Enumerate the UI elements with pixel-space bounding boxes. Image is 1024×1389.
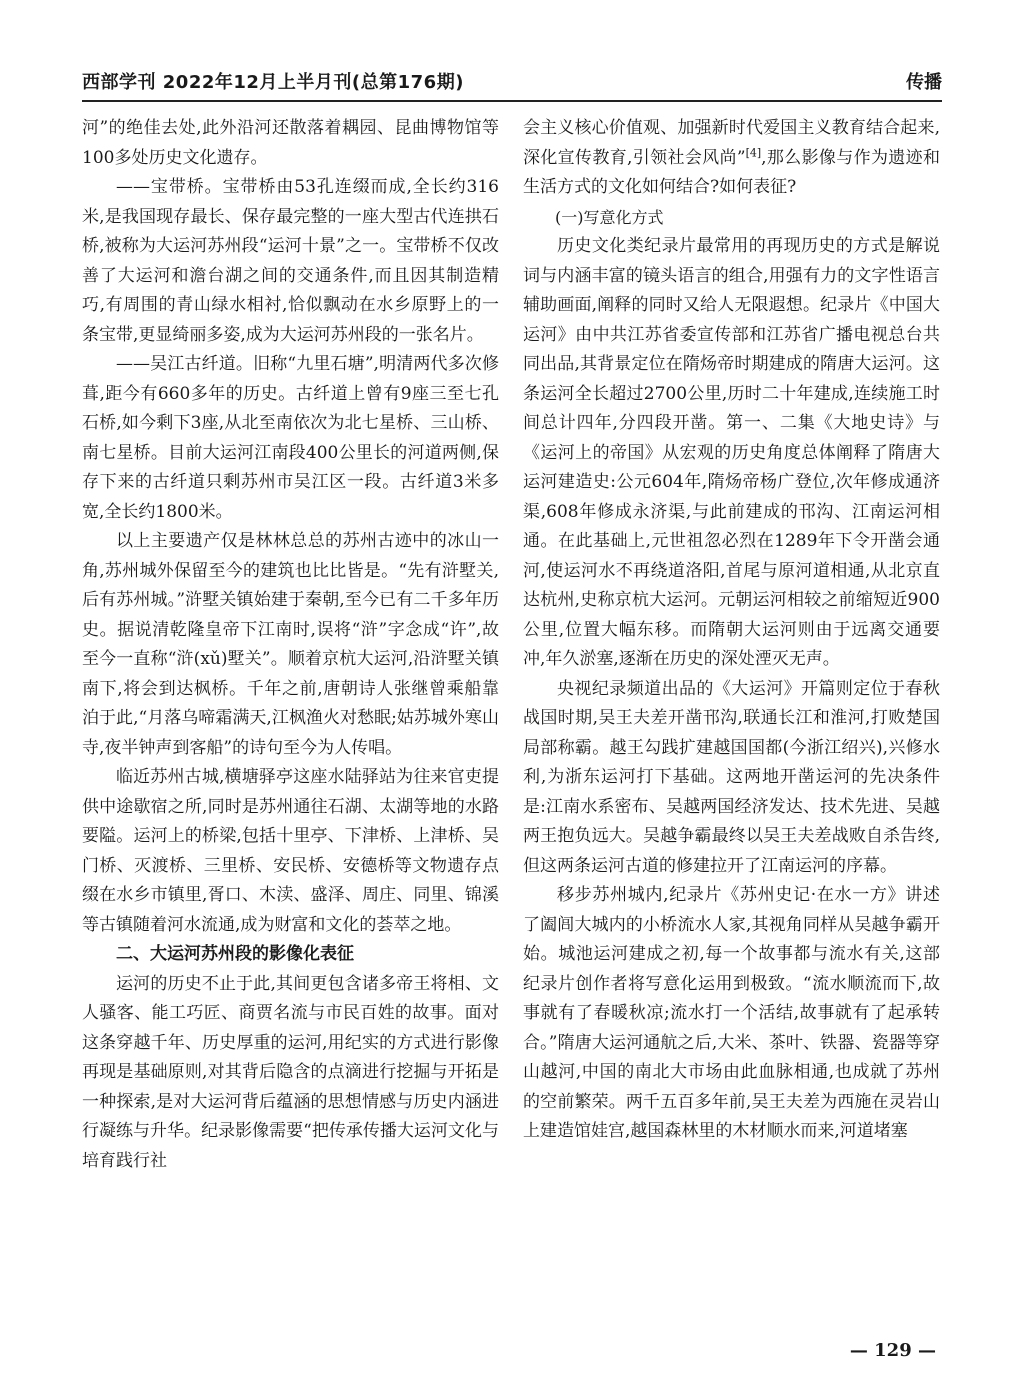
subsection-heading: (一)写意化方式 bbox=[555, 207, 664, 227]
paragraph: 临近苏州古城,横塘驿亭这座水陆驿站为往来官吏提供中途歇宿之所,同时是苏州通往石湖、太湖等地的水路要隘。运河上的桥梁,包括十里亭、下津桥、上津桥、吴门桥、灭渡桥、三里桥、安民桥、安德桥等文物遗存点缀在水乡市镇里,胥口、木渎、盛泽、周庄、同里、锦溪等古镇随着河水流通,成为财富和文化的荟萃之地。 bbox=[82, 767, 499, 935]
paragraph bbox=[523, 114, 940, 203]
running-header bbox=[82, 66, 942, 102]
paragraph: 移步苏州城内,纪录片《苏州史记·在水一方》讲述了阖闾大城内的小桥流水人家,其视角同样从吴越争霸开始。城池运河建成之初,每一个故事都与流水有关,这部纪录片创作者将写意化运用到极致。“流水顺流而下,故事就有了春暖秋凉;流水打一个活结,故事就有了起承转合。”隋唐大运河通航之后,大米、茶叶、铁器、瓷器等穿山越河,中国的南北大市场由此血脉相通,也成就了苏州的空前繁荣。两千五百多年前,吴王夫差为西施在灵岩山上建造馆娃宫,越国森林里的木材顺水而来,河道堵塞 bbox=[523, 885, 940, 1141]
paragraph-text: ,那么影像与作为遗迹和生活方式的文化如何结合?如何表征? bbox=[523, 147, 940, 197]
journal-title: 西部学刊 2022年12月上半月刊(总第176期) bbox=[82, 72, 464, 93]
paragraph: 以上主要遗产仅是林林总总的苏州古迹中的冰山一角,苏州城外保留至今的建筑也比比皆是。“先有浒墅关,后有苏州城。”浒墅关镇始建于秦朝,至今已有二千多年历史。据说清乾隆皇帝下江南时,误将“浒”字念成“许”,故至今一直称“浒(xǔ)墅关”。顺着京杭大运河,沿浒墅关镇南下,将会到达枫桥。千年之前,唐朝诗人张继曾乘船靠泊于此,“月落乌啼霜满天,江枫渔火对愁眠;姑苏城外寒山寺,夜半钟声到客船”的诗句至今为人传唱。 bbox=[82, 531, 499, 758]
citation-ref: [4] bbox=[745, 145, 762, 159]
paragraph: 历史文化类纪录片最常用的再现历史的方式是解说词与内涵丰富的镜头语言的组合,用强有力的文字性语言辅助画面,阐释的同时又给人无限遐想。纪录片《中国大运河》由中共江苏省委宣传部和江苏省广播电视总台共同出品,其背景定位在隋炀帝时期建成的隋唐大运河。这条运河全长超过2700公里,历时二十年建成,连续施工时间总计四年,分四段开凿。第一、二集《大地史诗》与《运河上的帝国》从宏观的历史角度总体阐释了隋唐大运河建造史:公元604年,隋炀帝杨广登位,次年修成通济渠,608年修成永济渠,与此前建成的邗沟、江南运河相通。在此基础上,元世祖忽必烈在1289年下令开凿会通河,使运河水不再绕道洛阳,首尾与原河道相通,从北京直达杭州,史称京杭大运河。元朝运河相较之前缩短近900公里,位置大幅东移。而隋朝大运河则由于远离交通要冲,年久淤塞,逐渐在历史的深处湮灭无声。 bbox=[523, 236, 940, 669]
paragraph: 央视纪录频道出品的《大运河》开篇则定位于春秋战国时期,吴王夫差开凿邗沟,联通长江和淮河,打败楚国局部称霸。越王勾践扩建越国国都(今浙江绍兴),兴修水利,为浙东运河打下基础。这两地开凿运河的先决条件是:江南水系密布、吴越两国经济发达、技术先进、吴越两王抱负远大。吴越争霸最终以吴王夫差战败自杀告终,但这两条运河古道的修建拉开了江南运河的序幕。 bbox=[523, 678, 940, 876]
paragraph: ——宝带桥。宝带桥由53孔连缀而成,全长约316米,是我国现存最长、保存最完整的一座大型古代连拱石桥,被称为大运河苏州段“运河十景”之一。宝带桥不仅改善了大运河和澹台湖之间的交通条件,而且因其制造精巧,有周围的青山绿水相衬,恰似飘动在水乡原野上的一条宝带,更显绮丽多姿,成为大运河苏州段的一张名片。 bbox=[82, 177, 499, 345]
paragraph: 河”的绝佳去处,此外沿河还散落着耦园、昆曲博物馆等100多处历史文化遗存。 bbox=[82, 118, 499, 168]
paragraph-text: 会主义核心价值观、加强新时代爱国主义教育结合起来,深化宣传教育,引领社会风尚” bbox=[523, 118, 940, 168]
paragraph: ——吴江古纤道。旧称“九里石塘”,明清两代多次修葺,距今有660多年的历史。古纤道上曾有9座三至七孔石桥,如今剩下3座,从北至南依次为北七星桥、三山桥、南七星桥。目前大运河江南段400公里长的河道两侧,保存下来的古纤道只剩苏州市吴江区一段。古纤道3米多宽,全长约1800米。 bbox=[82, 354, 499, 522]
page-number: — 129 — bbox=[849, 1340, 936, 1361]
left-column bbox=[82, 114, 499, 1176]
right-column bbox=[523, 114, 940, 1147]
paragraph: 运河的历史不止于此,其间更包含诸多帝王将相、文人骚客、能工巧匠、商贾名流与市民百姓的故事。面对这条穿越千年、历史厚重的运河,用纪实的方式进行影像再现是基础原则,对其背后隐含的点滴进行挖掘与开拓是一种探索,是对大运河背后蕴涵的思想情感与历史内涵进行凝练与升华。纪录影像需要“把传承传播大运河文化与培育践行社 bbox=[82, 973, 499, 1171]
section-heading: 二、大运河苏州段的影像化表征 bbox=[116, 944, 354, 964]
section-label: 传播 bbox=[906, 72, 942, 93]
